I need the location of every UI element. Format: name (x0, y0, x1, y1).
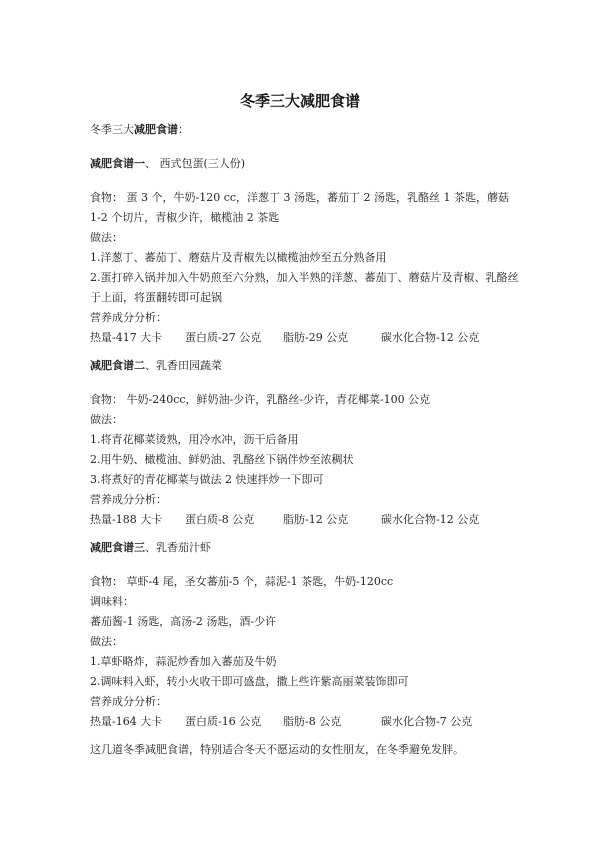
recipe-seasoning: 蕃茄酱-1 汤匙，高汤-2 汤匙，酒-少许 (90, 615, 277, 628)
recipe-step: 1.洋葱丁、蕃茄丁、蘑菇片及青椒先以橄榄油炒至五分熟备用 (90, 251, 387, 264)
recipe-heading-rest: 、 西式包蛋(三人份) (145, 157, 246, 170)
recipe-step: 1.将青花椰菜烫熟，用冷水冲，沥干后备用 (90, 433, 299, 446)
recipe-2 (90, 356, 520, 530)
recipe-heading-bold: 减肥食谱二 (90, 359, 145, 372)
recipe-nutrition (90, 328, 520, 348)
recipe-seasoning-label: 调味料： (90, 595, 134, 608)
page-title: 冬季三大减肥食谱 (239, 92, 360, 110)
recipe-heading-bold: 减肥食谱三 (90, 541, 145, 554)
recipe-method-label: 做法： (90, 231, 123, 244)
recipe-ingredients: 食物： 蛋 3 个，牛奶-120 cc，洋葱丁 3 汤匙，蕃茄丁 2 汤匙，乳酪丝 1 茶匙，蘑菇 1-2 个切片，青椒少许，橄榄油 2 茶匙 (90, 191, 509, 224)
recipe-ingredients: 食物： 牛奶-240cc，鲜奶油-少许，乳酪丝-少许，青花椰菜-100 公克 (90, 393, 431, 406)
nutrition-protein: 蛋白质-8 公克 (185, 513, 255, 526)
recipe-nutrition-label: 营养成分分析： (90, 493, 167, 506)
recipe-step: 1.草虾略炸，蒜泥炒香加入蕃茄及牛奶 (90, 655, 277, 668)
intro-bold: 减肥食谱 (134, 123, 178, 136)
recipe-step: 2.用牛奶、橄榄油、鲜奶油、乳酪丝下锅伴炒至浓稠状 (90, 453, 354, 466)
recipe-step: 2.调味料入虾，转小火收干即可盛盘，撒上些许紫高丽菜装饰即可 (90, 675, 409, 688)
recipe-ingredients: 食物： 草虾-4 尾，圣女蕃茄-5 个，蒜泥-1 茶匙，牛奶-120cc (90, 575, 394, 588)
nutrition-calories: 热量-188 大卡 (90, 513, 163, 526)
document-body (90, 120, 520, 760)
nutrition-calories: 热量-164 大卡 (90, 715, 163, 728)
intro-suffix: ： (178, 123, 189, 136)
recipe-method-label: 做法： (90, 413, 123, 426)
recipe-step: 2.蛋打碎入锅并加入牛奶煎至六分熟，加入半熟的洋葱、蕃茄丁、蘑菇片及青椒、乳酪丝于上面，将蛋翻转即可起锅 (90, 271, 519, 304)
conclusion-text: 这几道冬季减肥食谱，特别适合冬天不愿运动的女性朋友，在冬季避免发胖。 (90, 743, 464, 756)
recipe-nutrition-label: 营养成分分析： (90, 695, 167, 708)
recipe-3 (90, 538, 520, 732)
nutrition-fat: 脂肪-8 公克 (283, 715, 342, 728)
recipe-heading (90, 356, 520, 376)
nutrition-carbs: 碳水化合物-12 公克 (381, 513, 480, 526)
intro-line (90, 120, 520, 140)
nutrition-carbs: 碳水化合物-7 公克 (381, 715, 473, 728)
recipe-heading-bold: 减肥食谱一 (90, 157, 145, 170)
nutrition-carbs: 碳水化合物-12 公克 (381, 331, 480, 344)
nutrition-fat: 脂肪-29 公克 (283, 331, 349, 344)
recipe-nutrition-label: 营养成分分析： (90, 311, 167, 324)
recipe-method-label: 做法： (90, 635, 123, 648)
recipe-heading (90, 154, 520, 174)
recipe-heading (90, 538, 520, 558)
nutrition-fat: 脂肪-12 公克 (283, 513, 349, 526)
nutrition-calories: 热量-417 大卡 (90, 331, 163, 344)
recipe-heading-rest: 、乳香茄汁虾 (145, 541, 211, 554)
recipe-heading-rest: 、乳香田园蔬菜 (145, 359, 222, 372)
recipe-nutrition (90, 712, 520, 732)
recipe-nutrition (90, 510, 520, 530)
nutrition-protein: 蛋白质-16 公克 (185, 715, 262, 728)
intro-prefix: 冬季三大 (90, 123, 134, 136)
nutrition-protein: 蛋白质-27 公克 (185, 331, 262, 344)
recipe-step: 3.将煮好的青花椰菜与做法 2 快速拌炒一下即可 (90, 473, 324, 486)
recipe-1 (90, 154, 520, 348)
